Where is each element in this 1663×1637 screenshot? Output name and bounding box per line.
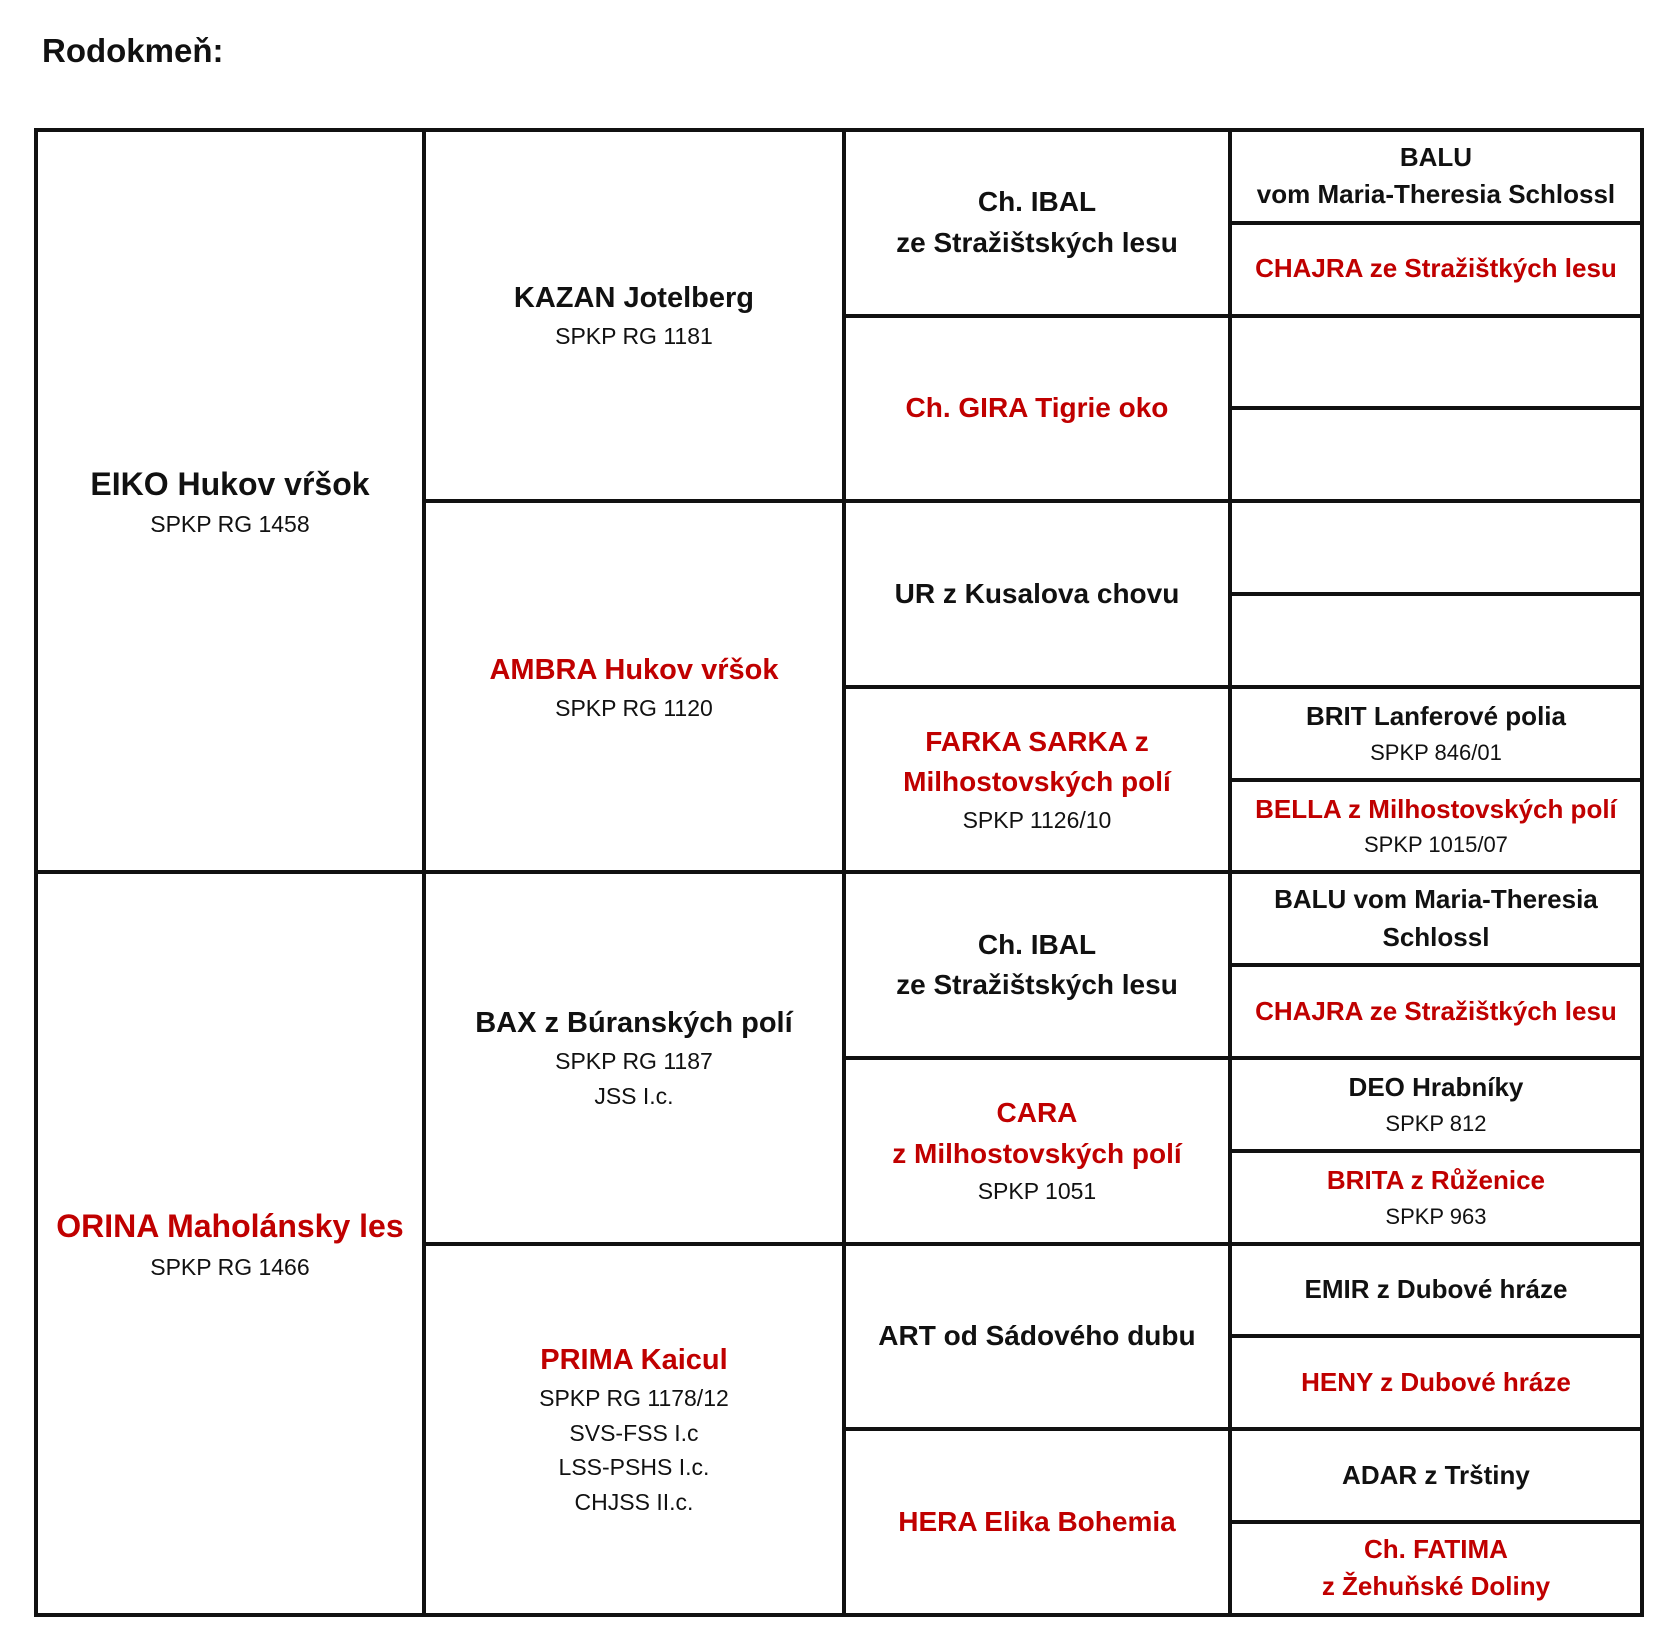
sdsd-cell-empty [1230,594,1642,687]
sds-cell [844,501,1230,687]
ssds-cell-empty [1230,316,1642,409]
sd-cell [424,501,844,872]
sss-cell [844,130,1230,316]
dddd-name-line2: z Žehuňské Doliny [1321,1571,1551,1602]
ddds-name: ADAR z Trštiny [1342,1459,1530,1490]
dd-title-3: CHJSS II.c. [574,1488,694,1515]
ddsd-name: HENY z Dubové hráze [1301,1366,1571,1397]
sdd-reg: SPKP 1126/10 [962,806,1112,833]
dssd-name: CHAJRA ze Stražištkých lesu [1255,995,1617,1026]
dd-title-2: LSS-PSHS I.c. [558,1454,710,1481]
sire-cell [36,130,424,872]
dsds-reg: SPKP 812 [1385,1110,1487,1136]
sdds-cell [1230,687,1642,780]
dss-name-line1: Ch. IBAL [977,928,1097,960]
dssd-cell [1230,965,1642,1058]
ddds-cell [1230,1429,1642,1522]
ds-cell [424,872,844,1243]
sss-name-line1: Ch. IBAL [977,186,1097,218]
dd-cell [424,1244,844,1615]
sddd-reg: SPKP 1015/07 [1363,832,1508,858]
dam-name: ORINA Maholánsky les [56,1208,404,1245]
sire-name: EIKO Hukov vŕšok [90,465,370,502]
dsd-cell [844,1058,1230,1244]
dsss-cell [1230,872,1642,965]
dsd-reg: SPKP 1051 [977,1178,1097,1205]
dsdd-reg: SPKP 963 [1385,1203,1487,1229]
ddsd-cell [1230,1336,1642,1429]
sd-reg: SPKP RG 1120 [555,694,713,721]
sssd-cell [1230,223,1642,316]
ssdd-cell-empty [1230,408,1642,501]
sdd-name-line1: FARKA SARKA z [925,725,1149,757]
dddd-name-line1: Ch. FATIMA [1363,1533,1508,1564]
ss-reg: SPKP RG 1181 [555,323,713,350]
sdds-name: BRIT Lanferové polia [1305,700,1566,731]
ddss-name: EMIR z Dubové hráze [1304,1274,1568,1305]
ds-name: BAX z Búranských polí [475,1007,793,1040]
ssd-cell [844,316,1230,502]
dss-name-line2: ze Stražištských lesu [896,969,1178,1001]
dd-reg: SPKP RG 1178/12 [539,1385,729,1412]
dsd-name-line2: z Milhostovských polí [892,1137,1182,1169]
sd-name: AMBRA Hukov vŕšok [489,653,779,686]
dd-title-1: SVS-FSS I.c [569,1419,699,1446]
sdd-name-line2: Milhostovských polí [903,766,1171,798]
dds-cell [844,1244,1230,1430]
sire-reg: SPKP RG 1458 [150,511,310,538]
dddd-cell [1230,1522,1642,1615]
page-title: Rodokmeň: [42,32,224,69]
sss-name-line2: ze Stražištských lesu [896,226,1178,258]
ds-title: JSS I.c. [594,1082,674,1109]
dsss-name-line2: Schlossl [1382,921,1490,952]
ddd-name: HERA Elika Bohemia [898,1505,1176,1537]
ss-name: KAZAN Jotelberg [513,282,754,315]
dds-name: ART od Sádového dubu [878,1320,1196,1352]
sdss-cell-empty [1230,501,1642,594]
sddd-cell [1230,780,1642,873]
dd-name: PRIMA Kaicul [540,1344,728,1377]
sddd-name: BELLA z Milhostovských polí [1255,793,1617,824]
pedigree-table [34,128,1644,1617]
dsdd-cell [1230,1151,1642,1244]
ddd-cell [844,1429,1230,1615]
sdds-reg: SPKP 846/01 [1370,739,1502,765]
ssd-name: Ch. GIRA Tigrie oko [905,392,1169,424]
ssss-name-line1: BALU [1399,141,1473,172]
dam-cell [36,872,424,1614]
sdd-cell [844,687,1230,873]
dam-reg: SPKP RG 1466 [150,1253,310,1280]
ds-reg: SPKP RG 1187 [555,1048,713,1075]
ssss-cell [1230,130,1642,223]
dsd-name-line1: CARA [996,1096,1078,1128]
ssss-name-line2: vom Maria-Theresia Schlossl [1256,179,1616,210]
sds-name: UR z Kusalova chovu [894,577,1180,609]
dsss-name-line1: BALU vom Maria-Theresia [1274,884,1598,915]
ss-cell [424,130,844,501]
dsds-name: DEO Hrabníky [1348,1072,1524,1103]
dsds-cell [1230,1058,1642,1151]
sssd-name: CHAJRA ze Stražištkých lesu [1255,253,1617,284]
dsdd-name: BRITA z Růženice [1326,1164,1546,1195]
dss-cell [844,872,1230,1058]
ddss-cell [1230,1244,1642,1337]
